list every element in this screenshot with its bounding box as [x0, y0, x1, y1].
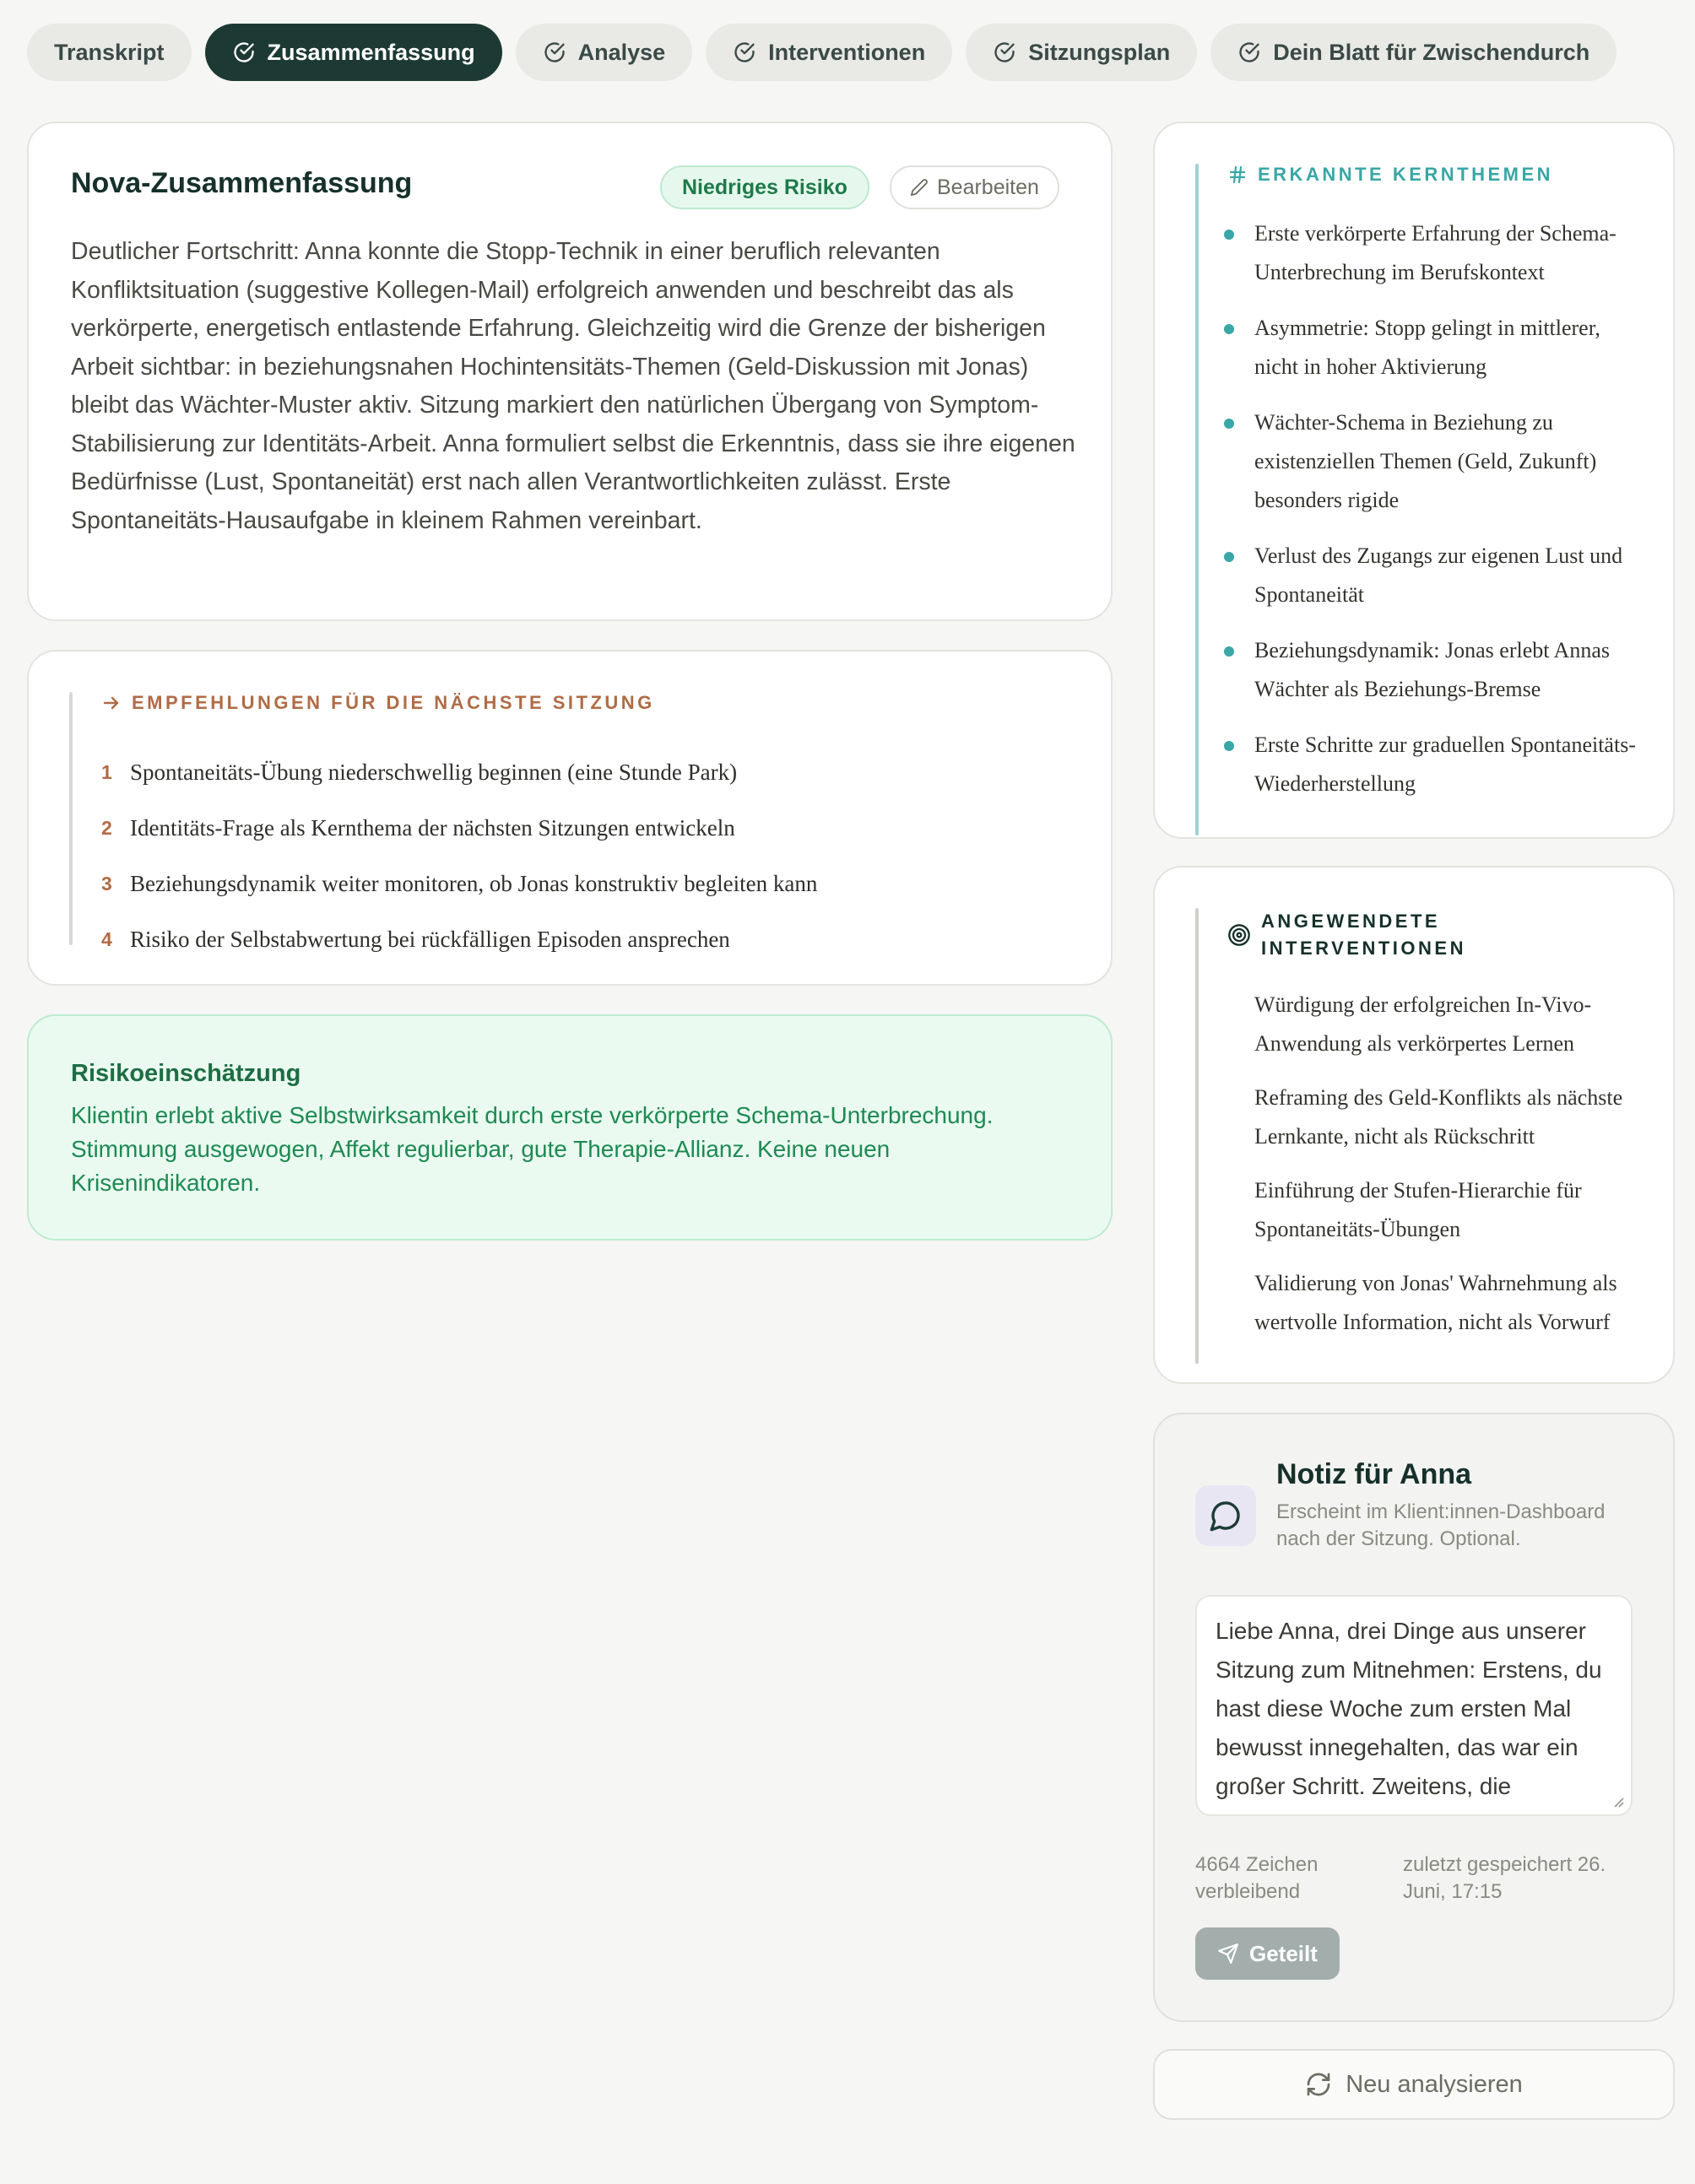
themes-heading — [1227, 164, 1553, 186]
check-circle-icon — [543, 41, 566, 64]
check-circle-icon — [232, 41, 256, 64]
note-card — [1153, 1413, 1675, 2022]
check-circle-icon — [1237, 41, 1261, 64]
edit-button[interactable] — [890, 165, 1059, 209]
share-label: Geteilt — [1249, 1940, 1318, 1966]
bullet-dot — [1224, 419, 1234, 429]
interventions-card — [1153, 866, 1675, 1384]
item-text: Erste verkörperte Erfahrung der Schema-Unterbrechung im Berufskontext — [1254, 221, 1616, 284]
list-item — [1224, 537, 1646, 614]
interventions-heading-line1: ANGEWENDETE — [1261, 911, 1441, 932]
recommendations-list — [101, 744, 817, 967]
check-circle-icon — [733, 41, 756, 64]
refresh-icon — [1305, 2071, 1332, 2098]
resize-handle-icon[interactable] — [1609, 1792, 1624, 1808]
item-number: 1 — [101, 760, 112, 783]
risk-assessment-text: Klientin erlebt aktive Selbstwirksamkeit durch erste verkörperte Schema-Unterbrechung. Stimmung ausgewogen, Affekt regulierbar, gute Therapie-Allianz. Keine neuen Krisenindikatoren. — [71, 1102, 994, 1196]
tab-transkript[interactable] — [27, 24, 192, 81]
note-title: Notiz für Anna — [1276, 1458, 1472, 1490]
tab-interventionen[interactable] — [706, 24, 952, 81]
list-item — [101, 856, 817, 911]
list-item: Validierung von Jonas' Wahrnehmung als wertvolle Information, nicht als Vorwurf — [1254, 1271, 1617, 1334]
tab-sitzungsplan[interactable] — [966, 24, 1197, 81]
risk-badge: Niedriges Risiko — [660, 165, 869, 209]
hash-icon — [1227, 165, 1248, 185]
tab-label: Dein Blatt für Zwischendurch — [1273, 39, 1590, 65]
check-circle-icon — [993, 41, 1016, 64]
list-item — [1224, 403, 1646, 520]
item-text: Spontaneitäts-Übung niederschwellig beginnen (eine Stunde Park) — [130, 759, 738, 785]
tab-label: Interventionen — [768, 39, 926, 65]
risk-assessment-title: Risikoeinschätzung — [71, 1060, 301, 1087]
note-subtitle: Erscheint im Klient:innen-Dashboard nach der Sitzung. Optional. — [1276, 1500, 1606, 1550]
pencil-icon — [910, 178, 929, 197]
list-item: Würdigung der erfolgreichen In-Vivo-Anwendung als verkörpertes Lernen — [1254, 992, 1592, 1056]
bullet-dot — [1224, 552, 1234, 562]
tab-label: Zusammenfassung — [267, 39, 475, 65]
tab-bar — [27, 24, 1616, 81]
tab-zusammenfassung[interactable] — [205, 24, 502, 81]
arrow-right-icon — [101, 693, 122, 713]
tab-label: Transkript — [54, 39, 165, 65]
summary-text: Deutlicher Fortschritt: Anna konnte die Stopp-Technik in einer beruflich relevanten Konfliktsituation (suggestive Kollegen-Mail) erfolgreich anwenden und beschreibt das als verkörperte, energetisch entlastende Erfahrung. Gleichzeitig wird die Grenze der bisherigen Arbeit sichtbar: in beziehungsnahen Hochintensitäts-Themen (Geld-Diskussion mit Jonas) bleibt das Wächter-Muster aktiv. Sitzung markiert den natürlichen Übergang von Symptom-Stabilisierung zur Identitäts-Arbeit. Anna formuliert selbst die Erkenntnis, dass sie ihre eigenen Bedürfnisse (Lust, Spontaneität) erst nach allen Verantwortlichkeiten zulässt. Erste Spontaneitäts-Hausaufgabe in kleinem Rahmen vereinbart. — [71, 238, 1075, 534]
recommendations-card — [27, 650, 1113, 986]
bullet-dot — [1224, 741, 1234, 751]
send-icon — [1217, 1943, 1239, 1965]
bullet-dot — [1224, 646, 1234, 657]
item-number: 2 — [101, 816, 112, 839]
item-number: 4 — [101, 927, 112, 950]
themes-heading-label: ERKANNTE KERNTHEMEN — [1258, 164, 1554, 185]
section-rail — [69, 692, 73, 945]
summary-title: Nova-Zusammenfassung — [71, 167, 413, 199]
bullet-dot — [1224, 230, 1234, 240]
item-text: Asymmetrie: Stopp gelingt in mittlerer, nicht in hoher Aktivierung — [1254, 316, 1600, 379]
list-item — [1224, 726, 1646, 803]
chat-bubble-icon — [1209, 1499, 1243, 1533]
reanalyze-label: Neu analysieren — [1346, 2070, 1523, 2098]
list-item — [1224, 631, 1646, 709]
recommendations-heading-label: EMPFEHLUNGEN FÜR DIE NÄCHSTE SITZUNG — [132, 692, 655, 713]
share-button[interactable] — [1195, 1927, 1340, 1980]
summary-card — [27, 122, 1113, 621]
item-number: 3 — [101, 872, 112, 895]
recommendations-heading — [101, 692, 655, 714]
interventions-heading-line2: INTERVENTIONEN — [1261, 938, 1466, 959]
item-text: Beziehungsdynamik: Jonas erlebt Annas Wächter als Beziehungs-Bremse — [1254, 638, 1610, 701]
themes-card — [1153, 122, 1675, 839]
bullet-dot — [1224, 324, 1234, 334]
interventions-heading-text — [1261, 908, 1466, 962]
section-rail — [1195, 164, 1199, 835]
item-text: Identitäts-Frage als Kernthema der nächsten Sitzungen entwickeln — [130, 814, 735, 841]
interventions-list — [1254, 986, 1651, 1357]
item-text: Risiko der Selbstabwertung bei rückfälligen Episoden ansprechen — [130, 926, 730, 952]
item-text: Verlust des Zugangs zur eigenen Lust und Spontaneität — [1254, 543, 1623, 607]
section-rail — [1195, 908, 1199, 1364]
tab-label: Sitzungsplan — [1028, 39, 1171, 65]
list-item: Einführung der Stufen-Hierarchie für Spontaneitäts-Übungen — [1254, 1178, 1582, 1241]
list-item — [101, 911, 817, 967]
item-text: Wächter-Schema in Beziehung zu existenziellen Themen (Geld, Zukunft) besonders rigide — [1254, 410, 1597, 512]
tab-dein-blatt[interactable] — [1210, 24, 1616, 81]
tab-analyse[interactable] — [516, 24, 693, 81]
note-text: Liebe Anna, drei Dinge aus unserer Sitzung zum Mitnehmen: Erstens, du hast diese Woche zum ersten Mal bewusst innegehalten, das war ein großer Schritt. Zweitens, die — [1216, 1618, 1602, 1799]
edit-label: Bearbeiten — [937, 175, 1039, 199]
list-item — [1224, 309, 1646, 387]
note-icon-wrap — [1195, 1485, 1256, 1546]
list-item — [101, 744, 817, 800]
chars-remaining: 4664 Zeichen verbleibend — [1195, 1853, 1319, 1903]
list-item: Reframing des Geld-Konflikts als nächste Lernkante, nicht als Rückschritt — [1254, 1085, 1623, 1149]
item-text: Erste Schritte zur graduellen Spontaneitäts-Wiederherstellung — [1254, 733, 1636, 796]
interventions-heading — [1227, 908, 1466, 962]
target-icon — [1227, 923, 1251, 947]
tab-label: Analyse — [577, 39, 666, 65]
themes-list — [1224, 214, 1646, 820]
risk-assessment-card — [27, 1014, 1113, 1241]
last-saved: zuletzt gespeichert 26. Juni, 17:15 — [1403, 1853, 1606, 1903]
reanalyze-button[interactable] — [1153, 2049, 1675, 2120]
item-text: Beziehungsdynamik weiter monitoren, ob Jonas konstruktiv begleiten kann — [130, 870, 818, 896]
list-item — [101, 800, 817, 856]
list-item — [1224, 214, 1646, 292]
note-textarea[interactable] — [1195, 1595, 1633, 1816]
